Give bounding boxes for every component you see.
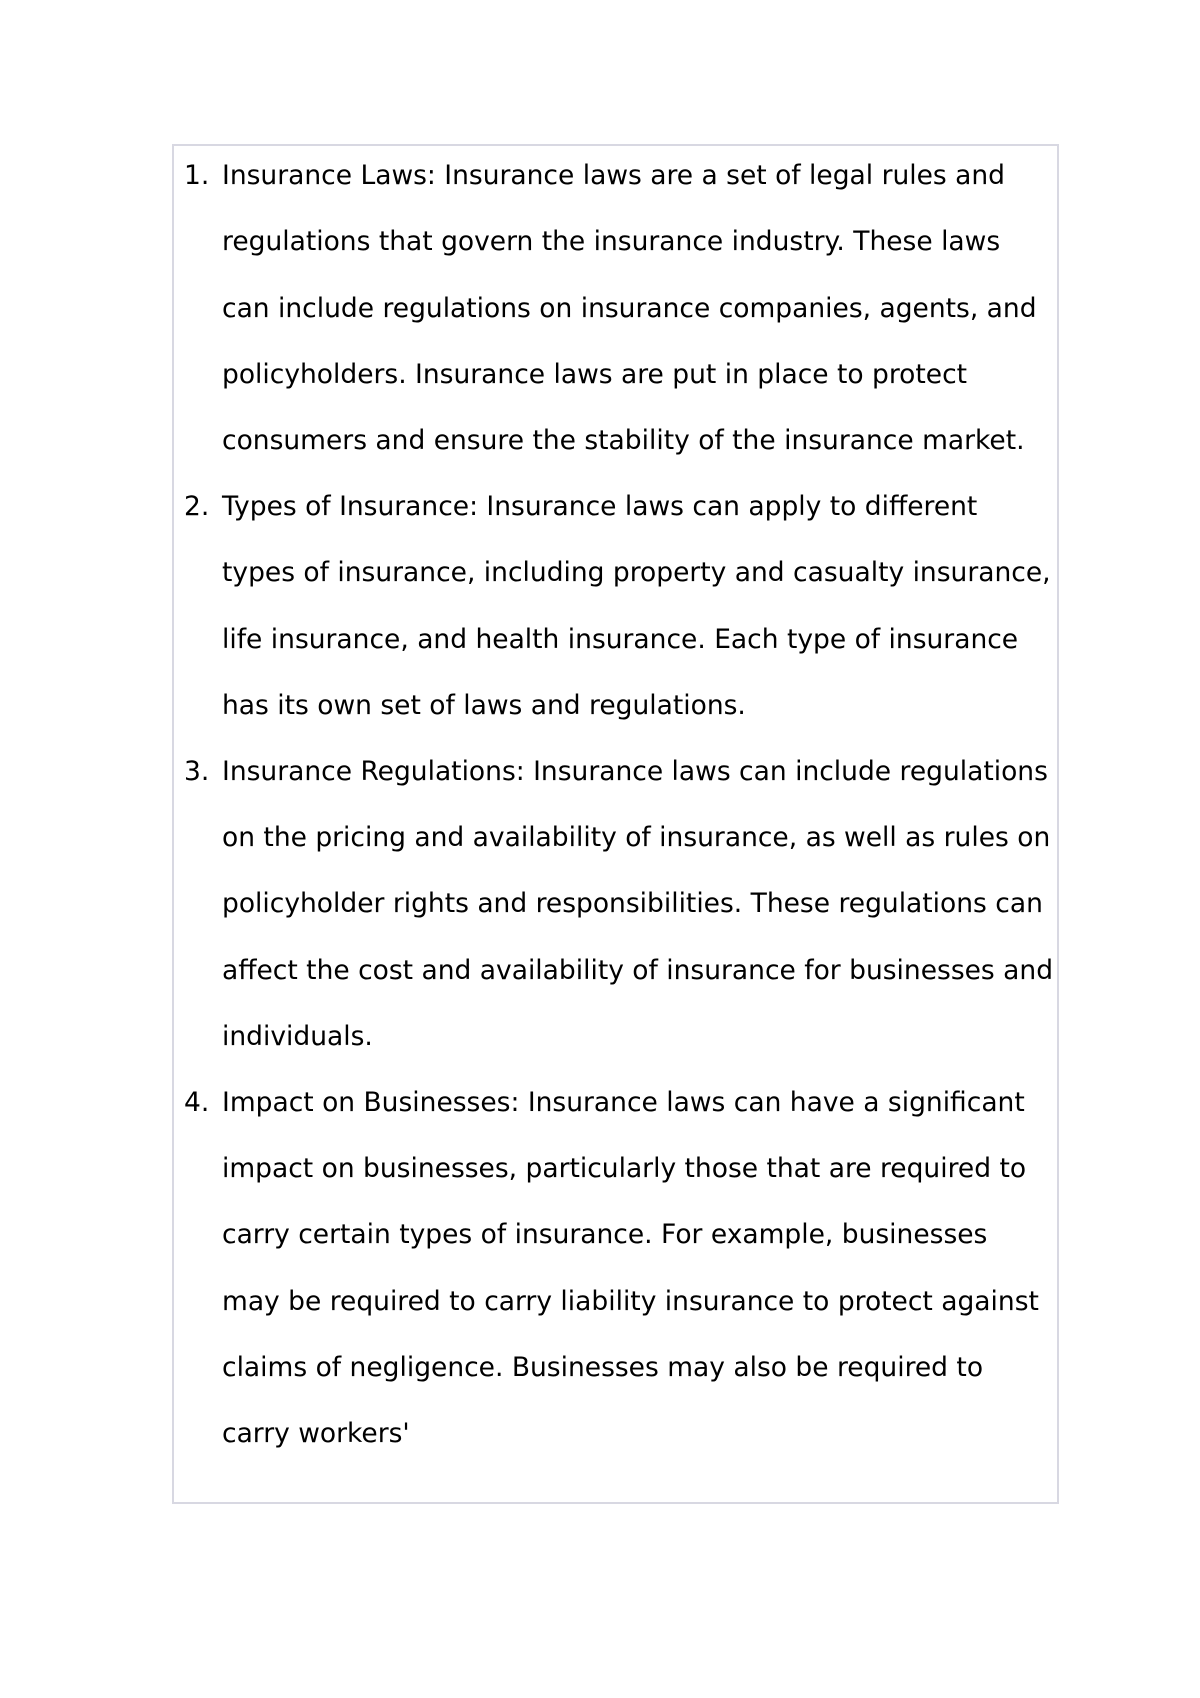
- list-item-text: Insurance Laws: Insurance laws are a set of legal rules and regulations that govern the insurance industry. These laws can include regulations on insurance companies, agents, and policyholders. Insurance laws are put in place to protect consumers and ensure the stability of the insurance market.: [222, 160, 1037, 457]
- document-frame: [172, 144, 1059, 1504]
- list-item-number: 2.: [184, 490, 210, 522]
- list-item: [174, 144, 1057, 474]
- list-item-text: Insurance Regulations: Insurance laws can include regulations on the pricing and availability of insurance, as well as rules on policyholder rights and responsibilities. These regulations can affect the cost and availability of insurance for businesses and individuals.: [222, 755, 1054, 1052]
- list-item: [174, 474, 1057, 739]
- list-item-number: 4.: [184, 1086, 210, 1118]
- list-item-text: Impact on Businesses: Insurance laws can have a significant impact on businesses, particularly those that are required to carry certain types of insurance. For example, businesses may be required to carry liability insurance to protect against claims of negligence. Businesses may also be required to carry workers': [222, 1086, 1039, 1450]
- list-item: [174, 739, 1057, 1070]
- list-item-text: Types of Insurance: Insurance laws can apply to different types of insurance, including property and casualty insurance, life insurance, and health insurance. Each type of insurance has its own set of laws and regulations.: [222, 490, 1051, 721]
- numbered-list: [174, 146, 1057, 1467]
- list-item: [174, 1070, 1057, 1468]
- list-item-number: 1.: [184, 160, 210, 191]
- list-item-number: 3.: [184, 755, 210, 787]
